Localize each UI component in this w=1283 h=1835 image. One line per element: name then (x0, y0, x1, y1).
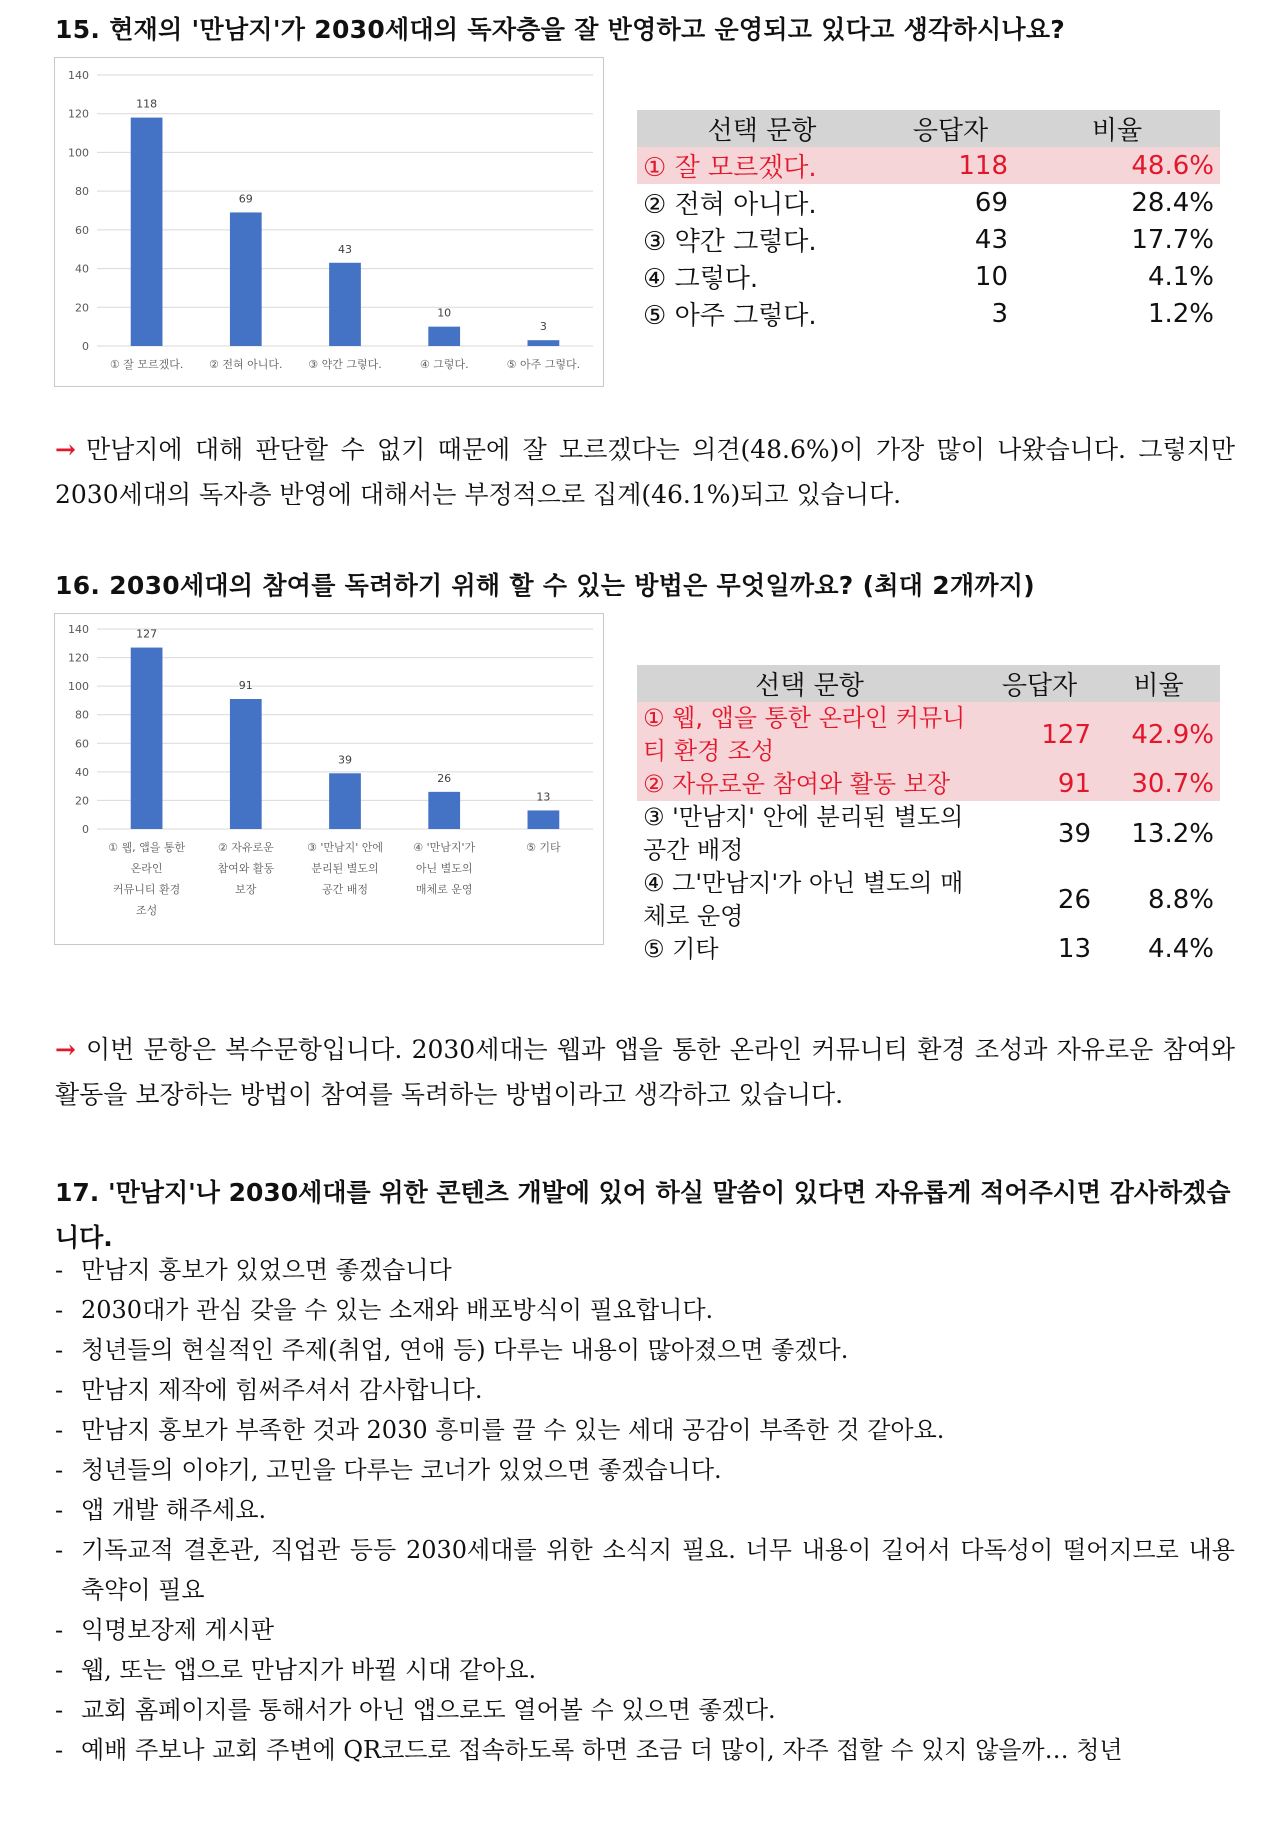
bar (131, 118, 163, 346)
question-17-title: 17. '만남지'나 2030세대를 위한 콘텐츠 개발에 있어 하실 말씀이 있다면 자유롭게 적어주시면 감사하겠습니다. (55, 1178, 1231, 1252)
list-item: - 청년들의 이야기, 고민을 다루는 코너가 있었으면 좋겠습니다. (55, 1450, 1235, 1490)
x-tick-label: 참여와 활동 (217, 862, 275, 875)
respondent-count: 10 (974, 261, 1008, 292)
list-item: - 웹, 또는 앱으로 만남지가 바뀔 시대 같아요. (55, 1650, 1235, 1690)
list-item: - 만남지 홍보가 있었으면 좋겠습니다 (55, 1250, 1235, 1290)
y-tick-label: 60 (75, 737, 89, 751)
q15-chart-svg (55, 58, 603, 386)
ratio: 30.7% (1097, 768, 1220, 801)
x-tick-label: ⑤ 기타 (526, 841, 561, 854)
option-label: ① 잘 모르겠다. (637, 147, 887, 184)
q17-response-list (55, 1250, 1235, 1770)
x-tick-label: ① 웹, 앱을 통한 (108, 841, 186, 854)
data-label: 91 (238, 679, 253, 692)
ratio: 4.1% (1147, 261, 1214, 292)
option-label: ④ 그렇다. (643, 264, 759, 294)
option-label: ② 자유로운 참여와 활동 보장 (637, 768, 982, 801)
q16-bar-chart (54, 613, 604, 945)
q15-comment (55, 427, 1235, 517)
bar (230, 699, 262, 829)
bar (329, 773, 361, 829)
y-tick-label: 40 (75, 765, 89, 779)
list-item: - 청년들의 현실적인 주제(취업, 연애 등) 다루는 내용이 많아졌으면 좋겠다. (55, 1330, 1235, 1370)
ratio: 13.2% (1131, 818, 1214, 849)
option-label: ③ 약간 그렇다. (643, 227, 817, 257)
header-ratio: 비율 (1097, 665, 1220, 702)
table-row (637, 184, 1220, 221)
bar (528, 340, 560, 346)
ratio: 17.7% (1131, 224, 1214, 255)
x-tick-label: 공간 배정 (321, 883, 369, 896)
x-tick-label: 아닌 별도의 (415, 862, 473, 875)
header-ratio: 비율 (1014, 110, 1220, 147)
q16-comment-text: 이번 문항은 복수문항입니다. 2030세대는 웹과 앱을 통한 온라인 커뮤니티 환경 조성과 자유로운 참여와 활동을 보장하는 방법이 참여를 독려하는 방법이라고 생각하고 있습니다. (55, 1035, 1235, 1109)
table-header-row (637, 665, 1220, 702)
bar (528, 810, 560, 829)
y-tick-label: 100 (68, 680, 89, 694)
y-tick-label: 0 (82, 823, 89, 836)
bar (428, 327, 460, 346)
arrow-icon: → (55, 1035, 76, 1064)
x-tick-label: 보장 (235, 883, 257, 896)
header-respondents: 응답자 (887, 110, 1014, 147)
y-tick-label: 20 (75, 794, 89, 808)
list-item: - 만남지 홍보가 부족한 것과 2030 흥미를 끌 수 있는 세대 공감이 부족한 것 같아요. (55, 1410, 1235, 1450)
ratio: 48.6% (1014, 147, 1220, 184)
q16-result-table (637, 665, 1220, 966)
x-tick-label: 온라인 (130, 862, 163, 875)
y-tick-label: 0 (82, 340, 89, 353)
table-row (637, 295, 1220, 332)
ratio: 4.4% (1147, 934, 1214, 964)
question-16-title: 16. 2030세대의 참여를 독려하기 위해 할 수 있는 방법은 무엇일까요? (최대 2개까지) (55, 571, 1036, 600)
q16-chart-svg (55, 614, 603, 944)
respondent-count: 13 (1057, 934, 1091, 964)
x-tick-label: ③ '만남지' 안에 (306, 841, 384, 854)
table-header-row (637, 110, 1220, 147)
x-tick-label: ④ 그렇다. (419, 358, 469, 371)
ratio: 1.2% (1147, 298, 1214, 329)
bar (428, 792, 460, 829)
bar (230, 212, 262, 346)
x-tick-label: ② 전혀 아니다. (209, 358, 283, 371)
bar (131, 648, 163, 829)
x-tick-label: ③ 약간 그렇다. (308, 358, 382, 371)
respondent-count: 91 (982, 768, 1097, 801)
respondent-count: 3 (991, 298, 1008, 329)
data-label: 13 (536, 790, 551, 804)
table-row (637, 801, 1220, 867)
y-tick-label: 140 (68, 69, 89, 82)
y-tick-label: 140 (68, 623, 89, 636)
table-row (637, 258, 1220, 295)
x-tick-label: ⑤ 아주 그렇다. (506, 358, 581, 371)
respondent-count: 127 (982, 702, 1097, 768)
table-row (637, 933, 1220, 966)
x-tick-label: ① 잘 모르겠다. (109, 358, 184, 371)
data-label: 69 (238, 192, 253, 206)
table-row (637, 768, 1220, 801)
table-row (637, 867, 1220, 933)
q15-result-table (637, 110, 1220, 332)
option-label: ⑤ 아주 그렇다. (643, 301, 817, 331)
data-label: 10 (437, 306, 452, 320)
table-row (637, 702, 1220, 768)
respondent-count: 118 (887, 147, 1014, 184)
option-label: ① 웹, 앱을 통한 온라인 커뮤니티 환경 조성 (637, 702, 982, 768)
header-option: 선택 문항 (637, 665, 982, 702)
q15-comment-text: 만남지에 대해 판단할 수 없기 때문에 잘 모르겠다는 의견(48.6%)이 가장 많이 나왔습니다. 그렇지만 2030세대의 독자층 반영에 대해서는 부정적으로 집계(46.1%)되고 있습니다. (55, 435, 1235, 509)
y-tick-label: 100 (68, 146, 89, 160)
y-tick-label: 60 (75, 223, 89, 237)
table-row (637, 221, 1220, 258)
list-item: - 앱 개발 해주세요. (55, 1490, 1235, 1530)
option-label: ④ 그'만남지'가 아닌 별도의 매체로 운영 (643, 869, 964, 930)
ratio: 8.8% (1147, 884, 1214, 915)
list-item: - 기독교적 결혼관, 직업관 등등 2030세대를 위한 소식지 필요. 너무 내용이 길어서 다독성이 떨어지므로 내용 축약이 필요 (55, 1530, 1235, 1610)
ratio: 42.9% (1097, 702, 1220, 768)
list-item: - 익명보장제 게시판 (55, 1610, 1235, 1650)
option-label: ③ '만남지' 안에 분리된 별도의 공간 배정 (643, 803, 964, 864)
y-tick-label: 20 (75, 301, 89, 315)
list-item: - 예배 주보나 교회 주변에 QR코드로 접속하도록 하면 조금 더 많이, 자주 접할 수 있지 않을까… 청년 (55, 1730, 1235, 1770)
header-option: 선택 문항 (637, 110, 887, 147)
q15-bar-chart (54, 57, 604, 387)
respondent-count: 69 (974, 187, 1008, 218)
respondent-count: 39 (1057, 818, 1091, 849)
respondent-count: 43 (974, 224, 1008, 255)
respondent-count: 26 (1057, 884, 1091, 915)
ratio: 28.4% (1131, 187, 1214, 218)
list-item: - 2030대가 관심 갖을 수 있는 소재와 배포방식이 필요합니다. (55, 1290, 1235, 1330)
y-tick-label: 80 (75, 185, 89, 199)
data-label: 39 (338, 753, 352, 767)
y-tick-label: 40 (75, 262, 89, 276)
x-tick-label: ④ '만남지'가 (413, 841, 476, 854)
x-tick-label: 조성 (135, 904, 158, 917)
arrow-icon: → (55, 435, 76, 464)
list-item: - 만남지 제작에 힘써주셔서 감사합니다. (55, 1370, 1235, 1410)
q16-comment (55, 1027, 1235, 1117)
x-tick-label: 분리된 별도의 (311, 862, 379, 875)
option-label: ⑤ 기타 (643, 935, 719, 963)
y-tick-label: 120 (68, 107, 89, 121)
data-label: 118 (136, 97, 158, 111)
y-tick-label: 120 (68, 651, 89, 665)
list-item: - 교회 홈페이지를 통해서가 아닌 앱으로도 열어볼 수 있으면 좋겠다. (55, 1690, 1235, 1730)
y-tick-label: 80 (75, 708, 89, 722)
data-label: 3 (539, 320, 547, 334)
table-row (637, 147, 1220, 184)
x-tick-label: ② 자유로운 (217, 841, 274, 854)
data-label: 43 (338, 242, 352, 256)
data-label: 127 (136, 627, 158, 641)
x-tick-label: 커뮤니티 환경 (112, 883, 181, 896)
x-tick-label: 매체로 운영 (415, 883, 473, 896)
header-respondents: 응답자 (982, 665, 1097, 702)
bar (329, 263, 361, 346)
option-label: ② 전혀 아니다. (643, 190, 817, 220)
data-label: 26 (437, 771, 452, 785)
question-15-title: 15. 현재의 '만남지'가 2030세대의 독자층을 잘 반영하고 운영되고 있다고 생각하시나요? (55, 15, 1066, 44)
